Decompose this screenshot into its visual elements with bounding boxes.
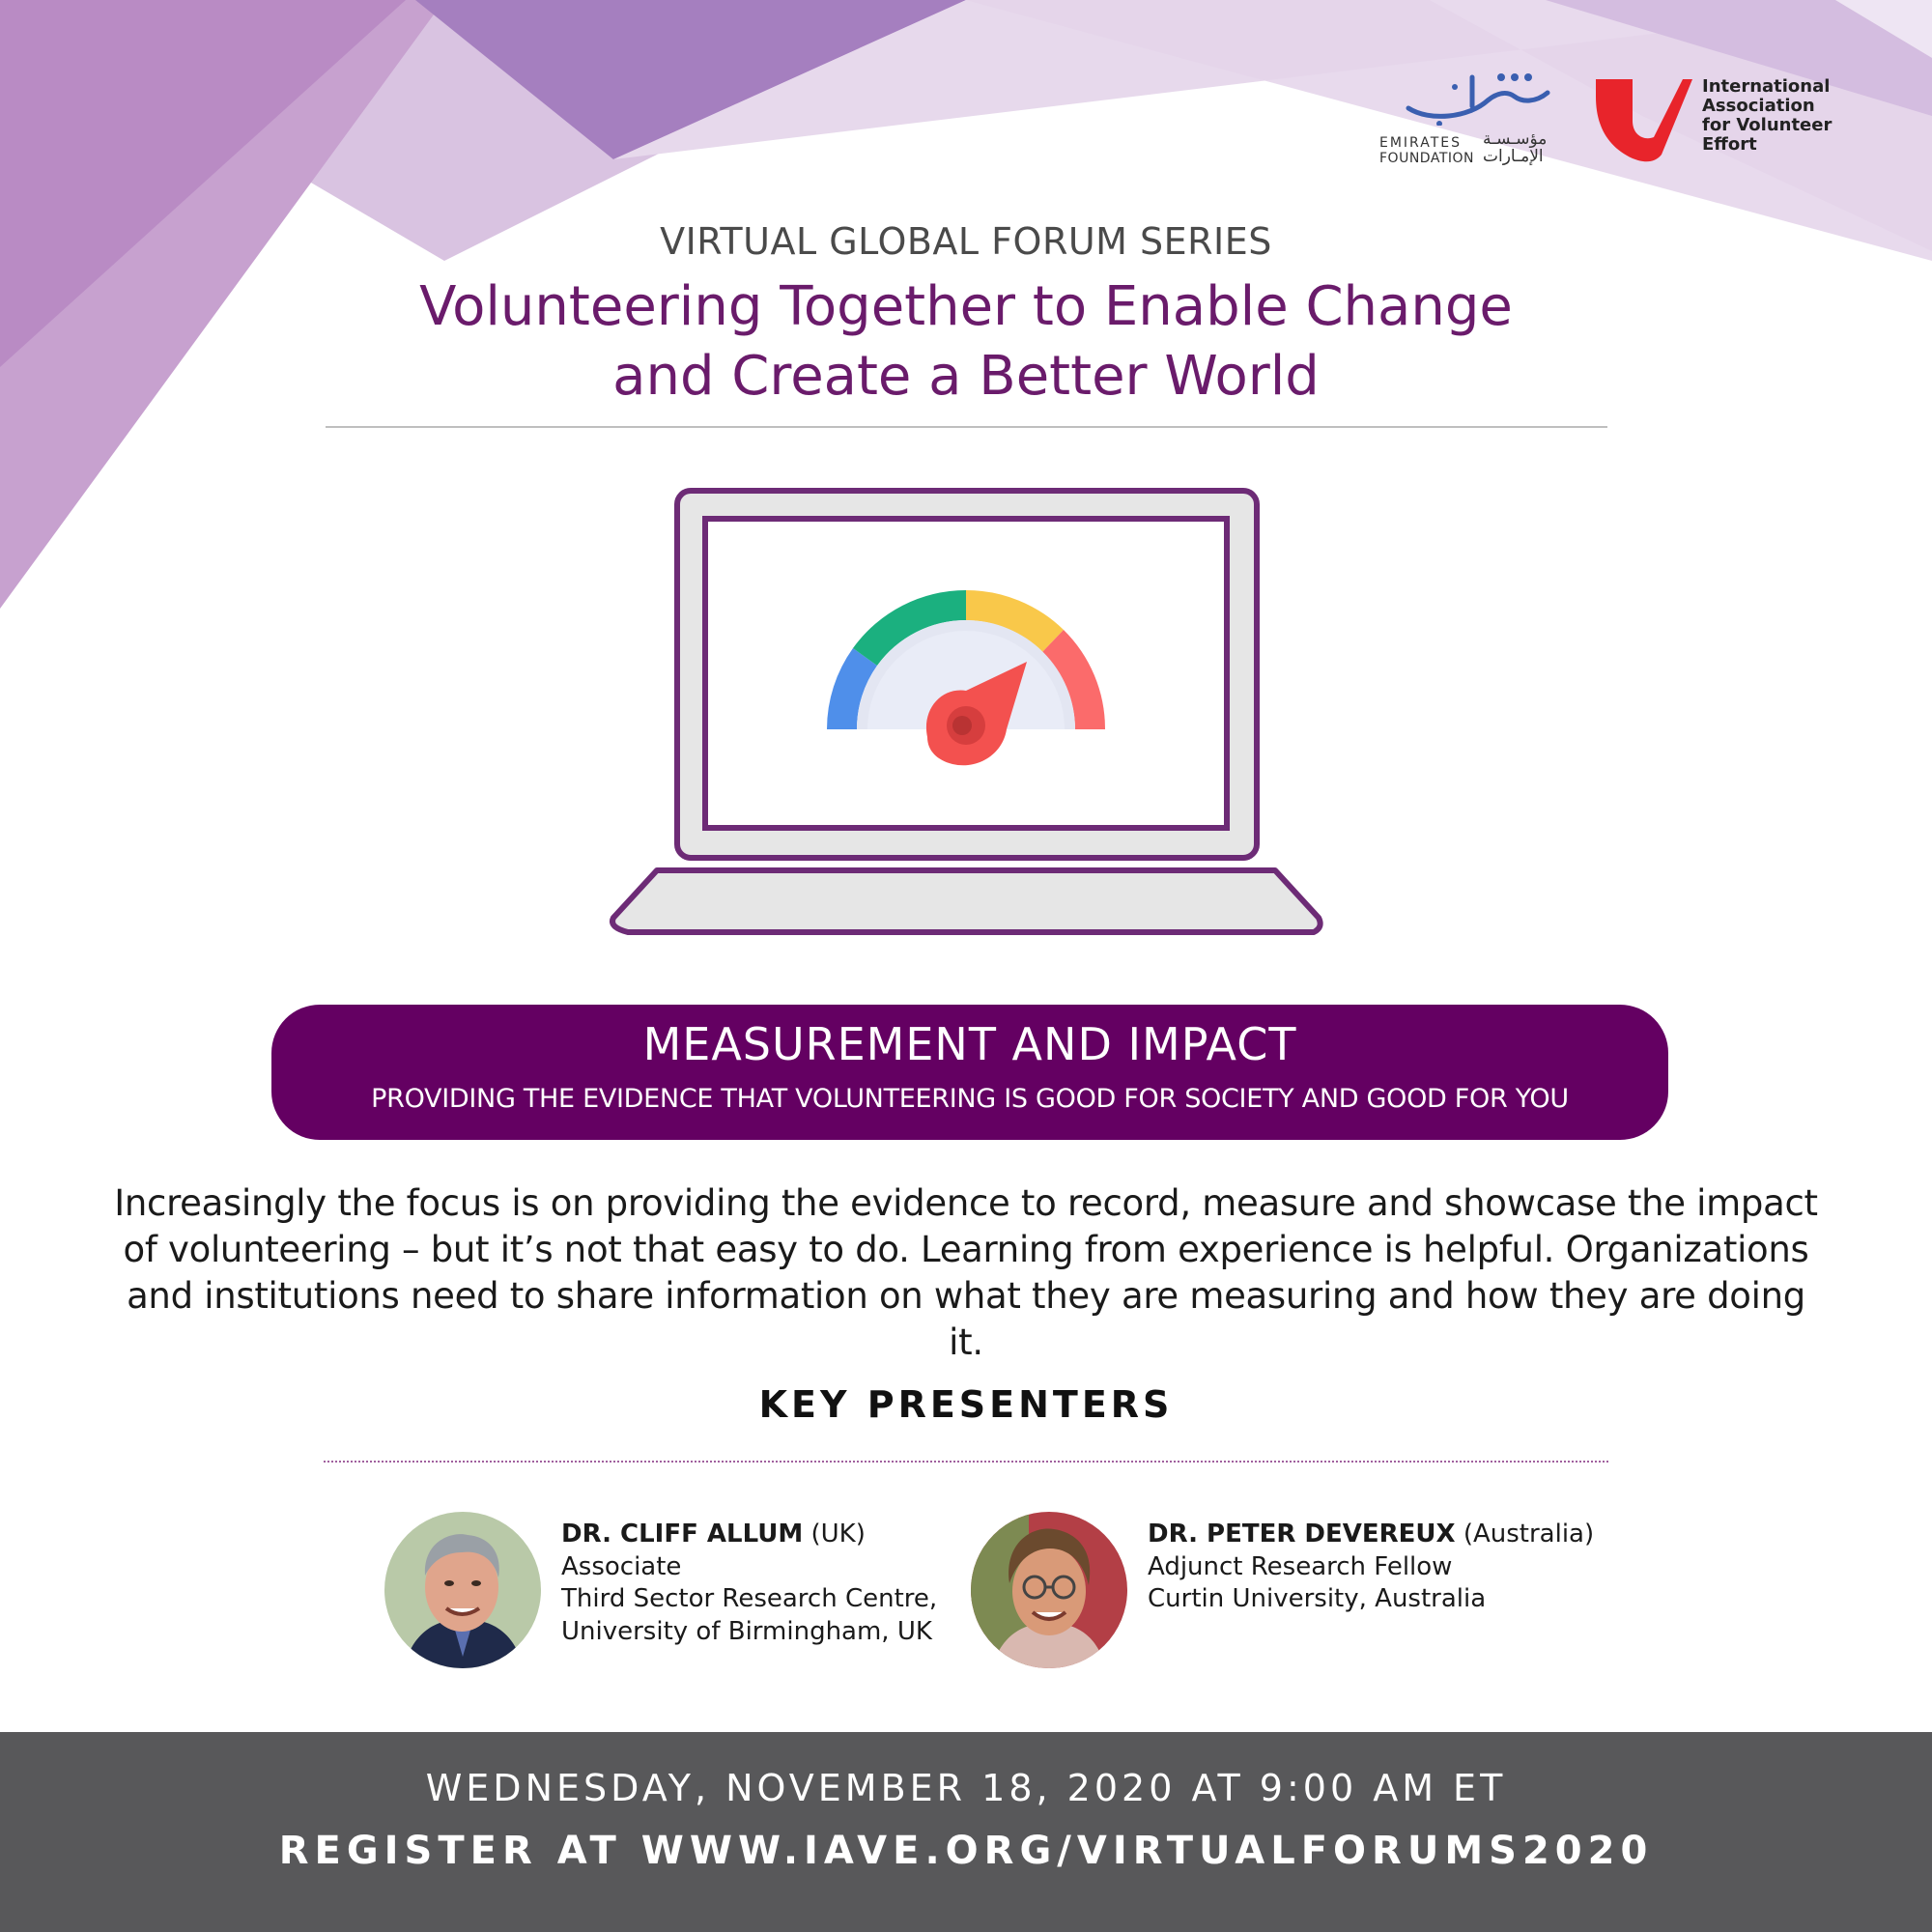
presenter-card-devereux <box>1148 1519 1594 1616</box>
iave-name: International Association for Volunteer Effort <box>1702 76 1833 155</box>
presenter-name: DR. CLIFF ALLUM <box>561 1520 804 1548</box>
emirates-arabic-line2: الإمـارات <box>1483 147 1544 166</box>
presenter-org-line1: Third Sector Research Centre, <box>561 1584 938 1613</box>
presenters-heading: KEY PRESENTERS <box>758 1383 1174 1426</box>
presenter-org-line2: University of Birmingham, UK <box>561 1616 932 1646</box>
series-title: VIRTUAL GLOBAL FORUM SERIES <box>660 220 1272 263</box>
avatar-peter-devereux <box>971 1512 1127 1668</box>
presenters-divider <box>324 1461 1608 1463</box>
emirates-foundation-mark-icon <box>1401 68 1555 126</box>
topic-banner <box>271 1005 1668 1140</box>
title-divider <box>326 426 1607 428</box>
emirates-line: EMIRATES <box>1379 135 1462 151</box>
avatar-cliff-allum <box>384 1512 541 1668</box>
emirates-foundation-logo <box>1401 68 1555 130</box>
presenter-photo-icon <box>384 1512 541 1668</box>
foundation-line: FOUNDATION <box>1379 151 1474 166</box>
description-text: Increasingly the focus is on providing the evidence to record, measure and showcase the impact of volunteering – but it’s not that easy to do. Learning from experience is helpful. Organizations and institutions need to share information on what they are measuring and how they are doing it. <box>114 1182 1818 1363</box>
laptop-speedometer-icon <box>599 483 1333 966</box>
presenter-org-line1: Curtin University, Australia <box>1148 1584 1487 1613</box>
footer-bar <box>0 1732 1932 1932</box>
emirates-arabic-line1: مؤسـسـة <box>1483 129 1548 149</box>
presenter-role: Associate <box>561 1551 682 1581</box>
presenter-photo-icon <box>971 1512 1127 1668</box>
topic-subtitle: PROVIDING THE EVIDENCE THAT VOLUNTEERING IS GOOD FOR SOCIETY AND GOOD FOR YOU <box>371 1084 1569 1114</box>
topic-title: MEASUREMENT AND IMPACT <box>642 1018 1297 1070</box>
presenter-name: DR. PETER DEVEREUX <box>1148 1520 1456 1548</box>
presenter-country: (Australia) <box>1455 1520 1595 1548</box>
page-title <box>193 272 1739 412</box>
register-link[interactable]: REGISTER AT WWW.IAVE.ORG/VIRTUALFORUMS2020 <box>278 1829 1654 1873</box>
iave-logo-icon <box>1594 77 1695 164</box>
presenter-country: (UK) <box>803 1520 866 1548</box>
presenter-card-allum <box>561 1519 937 1648</box>
title-line-2: and Create a Better World <box>612 345 1320 408</box>
title-line-1: Volunteering Together to Enable Change <box>419 275 1513 338</box>
event-date: WEDNESDAY, NOVEMBER 18, 2020 AT 9:00 AM ET <box>425 1767 1507 1809</box>
presenter-role: Adjunct Research Fellow <box>1148 1551 1453 1581</box>
